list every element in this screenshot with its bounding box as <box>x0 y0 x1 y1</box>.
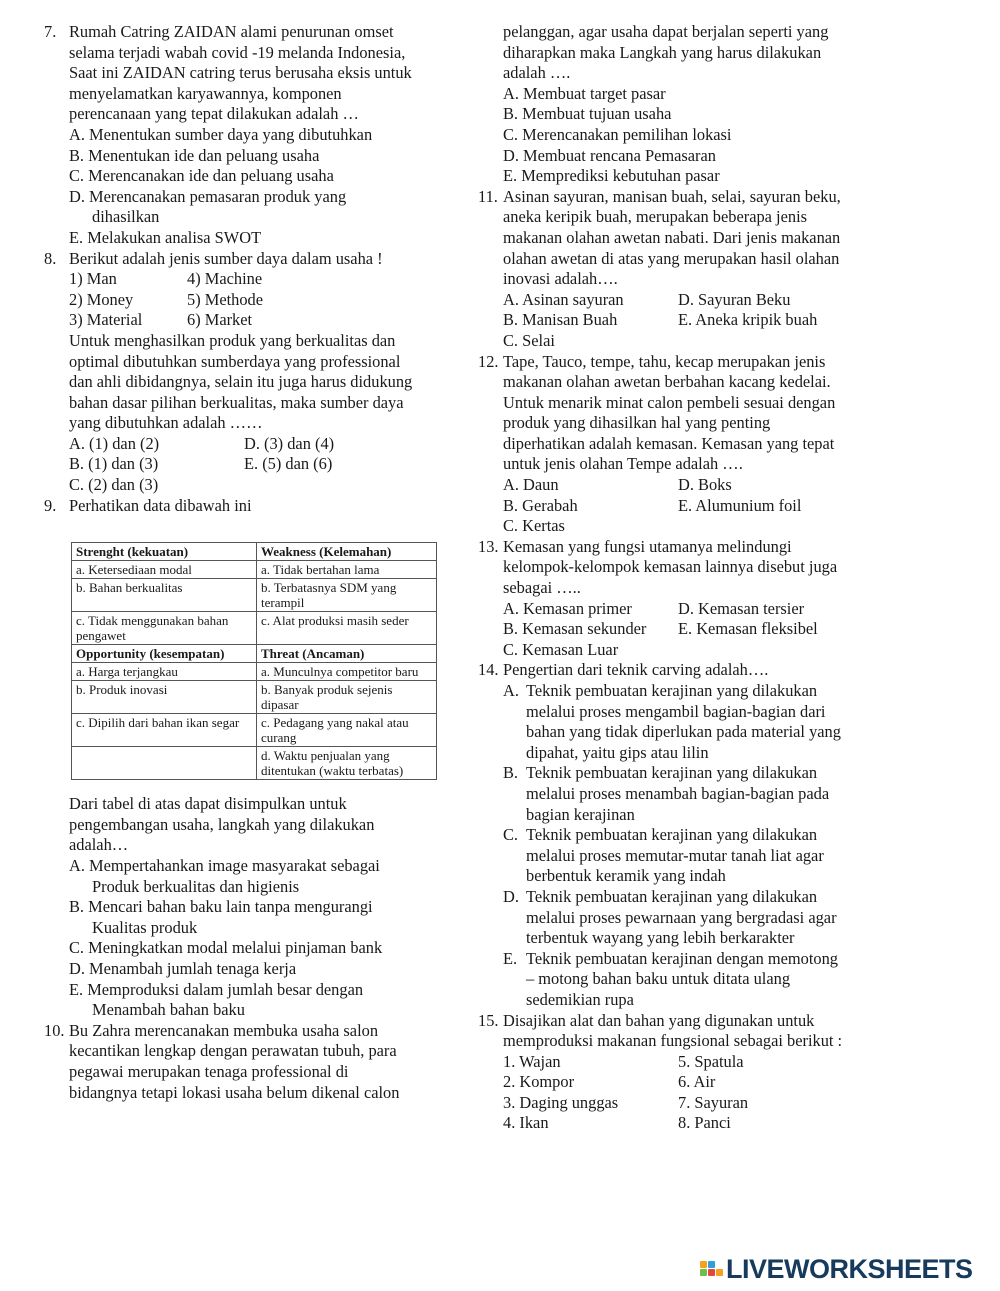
question-text: perencanaan yang tepat dilakukan adalah … <box>69 104 359 124</box>
question-10 <box>44 1021 450 1103</box>
option-letter: D. <box>503 886 519 906</box>
question-13 <box>478 537 890 661</box>
option-b-cont: Kualitas produk <box>92 917 198 937</box>
list-item: 6) Market <box>187 310 253 330</box>
logo-block-icon <box>700 1269 707 1276</box>
question-text: Tape, Tauco, tempe, tahu, kecap merupakan jenis <box>503 351 826 371</box>
logo-block-icon <box>708 1269 715 1276</box>
logo-text: LIVEWORKSHEETS <box>726 1254 973 1284</box>
question-text: pegawai merupakan tenaga professional di <box>69 1061 349 1081</box>
option-d[interactable]: D. Boks <box>678 475 732 495</box>
option-letter: A. <box>503 681 519 700</box>
table-cell: b. Bahan berkualitas <box>72 579 257 612</box>
option-e[interactable] <box>478 949 890 970</box>
question-text: sebagai ….. <box>503 578 581 598</box>
question-number: 13. <box>478 536 499 556</box>
option-text: Teknik pembuatan kerajinan yang dilakukan <box>526 825 818 845</box>
question-text: pelanggan, agar usaha dapat berjalan seperti yang <box>503 22 829 41</box>
option-text: melalui proses mengambil bagian-bagian dari <box>526 701 826 721</box>
question-number: 10. <box>44 1020 65 1040</box>
question-text: aneka keripik buah, merupakan beberapa jenis <box>503 207 808 227</box>
question-text: dan ahli dibidangnya, selain itu juga harus didukung <box>69 372 413 392</box>
option-a[interactable] <box>478 681 890 702</box>
table-cell: b. Banyak produk sejenis dipasar <box>257 681 437 714</box>
list-item: 2. Kompor <box>503 1072 575 1092</box>
question-text: Asinan sayuran, manisan buah, selai, sayuran beku, <box>503 186 841 206</box>
option-text: bagian kerajinan <box>526 804 635 824</box>
question-text: bidangnya tetapi lokasi usaha belum dikenal calon <box>69 1082 400 1102</box>
option-c[interactable]: C. Kertas <box>503 516 565 536</box>
table-cell: b. Terbatasnya SDM yang terampil <box>257 579 437 612</box>
question-text: adalah… <box>69 835 129 855</box>
list-item: 1. Wajan <box>503 1051 561 1071</box>
option-c[interactable]: C. Selai <box>503 330 555 350</box>
option-text: terbentuk wayang yang lebih berkarakter <box>526 928 795 948</box>
option-d[interactable]: D. Kemasan tersier <box>678 598 805 618</box>
table-row <box>72 747 437 780</box>
option-a[interactable]: A. (1) dan (2) <box>69 433 160 453</box>
right-column <box>478 22 890 1134</box>
option-c[interactable]: C. Merencanakan pemilihan lokasi <box>503 124 732 144</box>
option-letter: E. <box>503 948 518 968</box>
table-cell <box>72 747 257 780</box>
table-cell: b. Produk inovasi <box>72 681 257 714</box>
question-text: kelompok-kelompok kemasan lainnya disebut juga <box>503 557 838 577</box>
question-number: 7. <box>44 22 57 41</box>
option-a[interactable]: A. Menentukan sumber daya yang dibutuhkan <box>69 124 373 144</box>
question-text: makanan olahan awetan berbahan kacang kedelai. <box>503 372 831 392</box>
table-cell: a. Ketersediaan modal <box>72 561 257 579</box>
question-text: pengembangan usaha, langkah yang dilakukan <box>69 814 375 834</box>
question-text: inovasi adalah…. <box>503 269 618 289</box>
question-text: selama terjadi wabah covid -19 melanda Indonesia, <box>69 42 406 62</box>
option-b[interactable]: B. Mencari bahan baku lain tanpa mengurangi <box>69 897 373 917</box>
option-text: melalui proses memutar-mutar tanah liat agar <box>526 845 824 865</box>
option-e[interactable]: E. Kemasan fleksibel <box>678 619 818 639</box>
option-a[interactable]: A. Mempertahankan image masyarakat sebagai <box>69 856 380 876</box>
option-d[interactable]: D. Menambah jumlah tenaga kerja <box>69 959 297 978</box>
table-header: Weakness (Kelemahan) <box>257 543 437 561</box>
option-letter: C. <box>503 825 519 845</box>
list-item: 4) Machine <box>187 269 263 289</box>
list-item: 5. Spatula <box>678 1051 744 1071</box>
list-item: 2) Money <box>69 289 134 309</box>
option-a[interactable]: A. Kemasan primer <box>503 598 632 618</box>
table-header: Threat (Ancaman) <box>257 645 437 663</box>
option-text: melalui proses menambah bagian-bagian pada <box>526 783 830 803</box>
option-letter: B. <box>503 763 519 783</box>
list-item: 5) Methode <box>187 289 264 309</box>
table-cell: c. Alat produksi masih seder <box>257 612 437 645</box>
option-text: Teknik pembuatan kerajinan yang dilakukan <box>526 763 818 783</box>
question-text: Rumah Catring ZAIDAN alami penurunan omset <box>69 22 394 41</box>
option-c[interactable]: C. Merencanakan ide dan peluang usaha <box>69 166 334 186</box>
logo-block-icon <box>716 1269 723 1276</box>
question-text: makanan olahan awetan nabati. Dari jenis makanan <box>503 227 841 247</box>
option-a-cont: Produk berkualitas dan higienis <box>92 876 300 896</box>
option-text: Teknik pembuatan kerajinan yang dilakukan <box>526 681 818 700</box>
logo-block-icon <box>700 1261 707 1268</box>
question-text: Pengertian dari teknik carving adalah…. <box>503 660 769 680</box>
option-d[interactable]: D. Merencanakan pemasaran produk yang <box>69 186 347 206</box>
question-text: bahan dasar pilihan berkualitas, maka sumber daya <box>69 392 404 412</box>
option-b[interactable]: B. Manisan Buah <box>503 310 618 330</box>
question-text: optimal dibutuhkan sumberdaya yang professional <box>69 351 401 371</box>
option-text: Teknik pembuatan kerajinan yang dilakukan <box>526 886 818 906</box>
option-d[interactable] <box>478 887 890 908</box>
option-e[interactable]: E. (5) dan (6) <box>244 454 333 474</box>
list-item: 6. Air <box>678 1072 716 1092</box>
liveworksheets-logo <box>700 1252 996 1286</box>
question-8 <box>44 249 450 496</box>
option-c[interactable] <box>478 825 890 846</box>
option-b[interactable]: B. (1) dan (3) <box>69 454 159 474</box>
table-row <box>72 663 437 681</box>
question-text: Bu Zahra merencanakan membuka usaha salon <box>69 1020 379 1040</box>
table-cell: a. Harga terjangkau <box>72 663 257 681</box>
table-cell: d. Waktu penjualan yang ditentukan (waktu terbatas) <box>257 747 437 780</box>
option-b[interactable]: B. Menentukan ide dan peluang usaha <box>69 145 320 165</box>
option-b[interactable]: B. Kemasan sekunder <box>503 619 647 639</box>
logo-block-icon <box>708 1261 715 1268</box>
option-text: Teknik pembuatan kerajinan dengan memotong <box>526 948 838 968</box>
question-9 <box>44 496 450 1021</box>
option-d-cont: dihasilkan <box>92 207 160 227</box>
question-text: untuk jenis olahan Tempe adalah …. <box>503 454 743 474</box>
question-text: diharapkan maka Langkah yang harus dilakukan <box>503 42 822 62</box>
question-text: kecantikan lengkap dengan perawatan tubuh, para <box>69 1041 397 1061</box>
option-e-cont: Menambah bahan baku <box>92 1000 245 1020</box>
question-text: adalah …. <box>503 63 571 83</box>
question-number: 12. <box>478 351 499 371</box>
option-c[interactable]: C. Kemasan Luar <box>503 639 619 659</box>
question-number: 14. <box>478 660 499 680</box>
list-item: 8. Panci <box>678 1113 731 1133</box>
list-item: 7. Sayuran <box>678 1092 749 1112</box>
question-text: Kemasan yang fungsi utamanya melindungi <box>503 536 792 556</box>
list-item: 1) Man <box>69 269 117 289</box>
table-header: Strenght (kekuatan) <box>72 543 257 561</box>
option-b[interactable] <box>478 763 890 784</box>
question-14 <box>478 660 890 1010</box>
list-item: 3. Daging unggas <box>503 1092 619 1112</box>
left-column <box>44 22 450 1103</box>
table-row <box>72 561 437 579</box>
option-e[interactable]: E. Alumunium foil <box>678 495 802 515</box>
question-text: yang dibutuhkan adalah …… <box>69 413 263 433</box>
question-text: diperhatikan adalah kemasan. Kemasan yang tepat <box>503 433 835 453</box>
question-text: Perhatikan data dibawah ini <box>69 495 252 515</box>
list-item: 4. Ikan <box>503 1113 549 1133</box>
option-a[interactable]: A. Membuat target pasar <box>503 83 666 103</box>
option-text: – motong bahan baku untuk ditata ulang <box>526 969 791 989</box>
table-cell: a. Tidak bertahan lama <box>257 561 437 579</box>
question-number: 15. <box>478 1010 499 1030</box>
option-e[interactable]: E. Melakukan analisa SWOT <box>69 227 262 247</box>
question-11 <box>478 187 890 352</box>
option-e[interactable]: E. Aneka kripik buah <box>678 310 818 330</box>
question-10-cont <box>478 22 890 187</box>
option-text: sedemikian rupa <box>526 989 634 1009</box>
table-header: Opportunity (kesempatan) <box>72 645 257 663</box>
question-number: 8. <box>44 248 57 268</box>
question-number: 9. <box>44 495 57 515</box>
question-text: memproduksi makanan fungsional sebagai berikut : <box>503 1031 843 1051</box>
option-e[interactable]: E. Memprediksi kebutuhan pasar <box>503 166 720 186</box>
question-number: 11. <box>478 186 498 206</box>
option-text: bahan yang tidak diperlukan pada material yang <box>526 722 841 742</box>
option-b[interactable]: B. Gerabah <box>503 495 578 515</box>
table-cell: c. Pedagang yang nakal atau curang <box>257 714 437 747</box>
option-a[interactable]: A. Asinan sayuran <box>503 289 624 309</box>
question-12 <box>478 352 890 537</box>
option-text: melalui proses pewarnaan yang bergradasi agar <box>526 907 837 927</box>
question-text: olahan awetan di atas yang merupakan hasil olahan <box>503 248 840 268</box>
question-text: Untuk menghasilkan produk yang berkualitas dan <box>69 330 396 350</box>
option-e[interactable]: E. Memproduksi dalam jumlah besar dengan <box>69 979 364 999</box>
option-d[interactable]: D. Sayuran Beku <box>678 289 791 309</box>
option-b[interactable]: B. Membuat tujuan usaha <box>503 104 672 124</box>
question-text: Disajikan alat dan bahan yang digunakan untuk <box>503 1010 815 1030</box>
question-text: produk yang dihasilkan hal yang penting <box>503 413 771 433</box>
table-row <box>72 714 437 747</box>
option-a[interactable]: A. Daun <box>503 475 559 495</box>
table-row <box>72 681 437 714</box>
table-cell: a. Munculnya competitor baru <box>257 663 437 681</box>
list-item: 3) Material <box>69 310 143 330</box>
option-text: dipahat, yaitu gips atau lilin <box>526 742 709 762</box>
question-7 <box>44 22 450 249</box>
table-cell: c. Tidak menggunakan bahan pengawet <box>72 612 257 645</box>
question-text: menyelamatkan karyawannya, komponen <box>69 83 342 103</box>
swot-table <box>71 542 437 780</box>
table-row <box>72 612 437 645</box>
option-c[interactable]: C. Meningkatkan modal melalui pinjaman bank <box>69 938 383 958</box>
question-15 <box>478 1011 890 1135</box>
question-text: Untuk menarik minat calon pembeli sesuai dengan <box>503 392 836 412</box>
question-text: Berikut adalah jenis sumber daya dalam usaha ! <box>69 248 383 268</box>
question-text: Dari tabel di atas dapat disimpulkan untuk <box>69 794 347 814</box>
option-d[interactable]: D. Membuat rencana Pemasaran <box>503 145 716 165</box>
table-cell: c. Dipilih dari bahan ikan segar <box>72 714 257 747</box>
option-d[interactable]: D. (3) dan (4) <box>244 433 335 453</box>
option-text: berbentuk keramik yang indah <box>526 866 726 886</box>
option-c[interactable]: C. (2) dan (3) <box>69 475 159 495</box>
question-text: Saat ini ZAIDAN catring terus berusaha eksis untuk <box>69 63 412 83</box>
table-row <box>72 579 437 612</box>
